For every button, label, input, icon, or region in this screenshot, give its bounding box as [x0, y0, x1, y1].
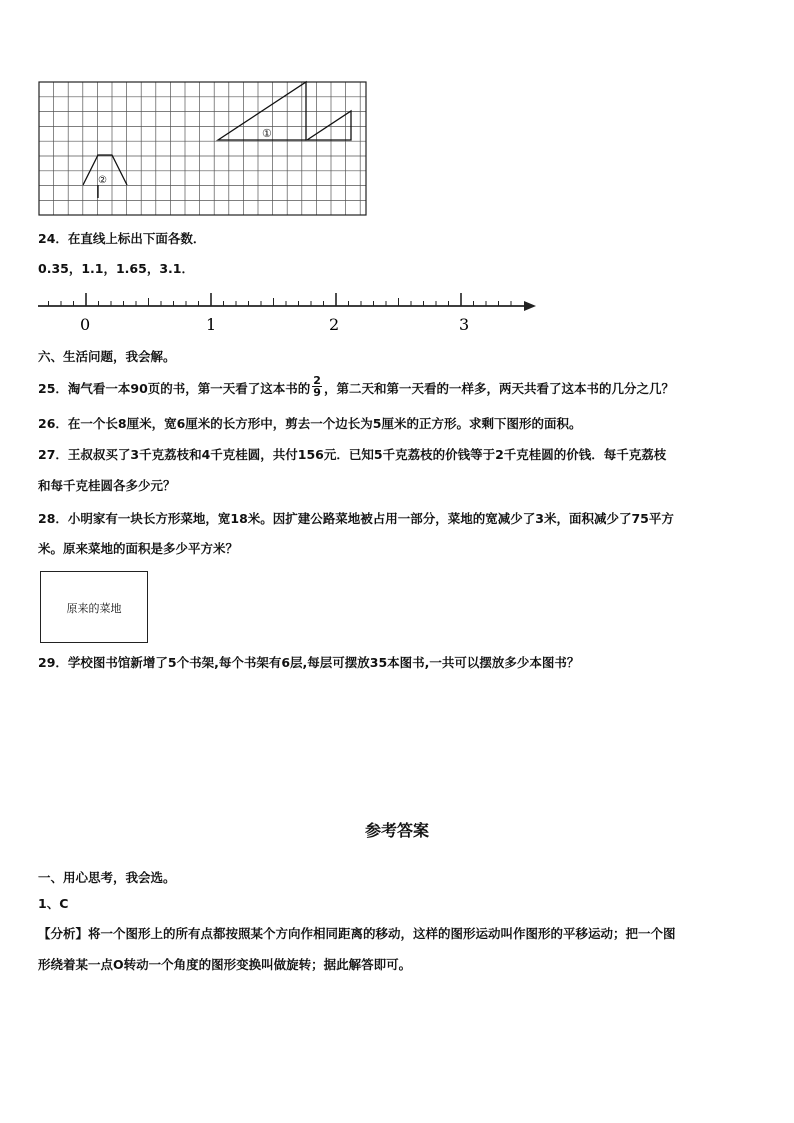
q24-numbers: 0.35，1.1，1.65，3.1．: [38, 261, 194, 276]
arrow-icon: [524, 301, 536, 311]
q26: 26．在一个长8厘米，宽6厘米的长方形中，剪去一个边长为5厘米的正方形。求剩下图形的面积。: [38, 416, 582, 431]
analysis-line2: 形绕着某一点O转动一个角度的图形变换叫做旋转；据此解答即可。: [38, 957, 412, 972]
answers-heading: 参考答案: [364, 821, 429, 840]
q28-line1: 28．小明家有一块长方形菜地，宽18米。因扩建公路菜地被占用一部分，菜地的宽减少了3米，面积减少了75平方: [38, 511, 674, 526]
grid-figure: [0, 0, 794, 240]
number-line: [0, 288, 794, 338]
axis-label-2: 2: [329, 315, 340, 334]
answer-1: 1、C: [38, 896, 69, 911]
label-2: ②: [98, 175, 107, 186]
q25-text-before: 25．淘气看一本90页的书，第一天看了这本书的: [38, 381, 311, 396]
q29: 29．学校图书馆新增了5个书架,每个书架有6层,每层可摆放35本图书,一共可以摆放多少本图书？: [38, 655, 580, 670]
answers-section1: 一、用心思考，我会选。: [38, 870, 176, 885]
field-diagram: [40, 571, 148, 643]
q25-text-after: ，第二天和第一天看的一样多，两天共看了这本书的几分之几？: [323, 381, 674, 396]
q25: [38, 374, 674, 401]
axis-label-0: 0: [80, 315, 91, 334]
axis-label-1: 1: [206, 315, 217, 334]
axis-label-3: 3: [459, 315, 470, 334]
fraction-denominator: 9: [313, 386, 321, 399]
triangle-small: [307, 111, 351, 140]
section6-title: 六、生活问题，我会解。: [38, 349, 176, 364]
q27-line1: 27．王叔叔买了3千克荔枝和4千克桂圆，共付156元．已知5千克荔枝的价钱等于2千克桂圆的价钱．每千克荔枝: [38, 447, 667, 462]
field-label: 原来的菜地: [66, 602, 122, 615]
q27-line2: 和每千克桂圆各多少元？: [38, 478, 176, 493]
label-1: ①: [262, 127, 272, 140]
analysis-line1: 【分析】将一个图形上的所有点都按照某个方向作相同距离的移动，这样的图形运动叫作图形的平移运动；把一个图: [38, 926, 676, 941]
fraction-numerator: 2: [313, 374, 321, 387]
q24-text: 24．在直线上标出下面各数．: [38, 231, 206, 246]
fraction: [312, 375, 322, 398]
q28-line2: 米。原来菜地的面积是多少平方米？: [38, 541, 239, 556]
